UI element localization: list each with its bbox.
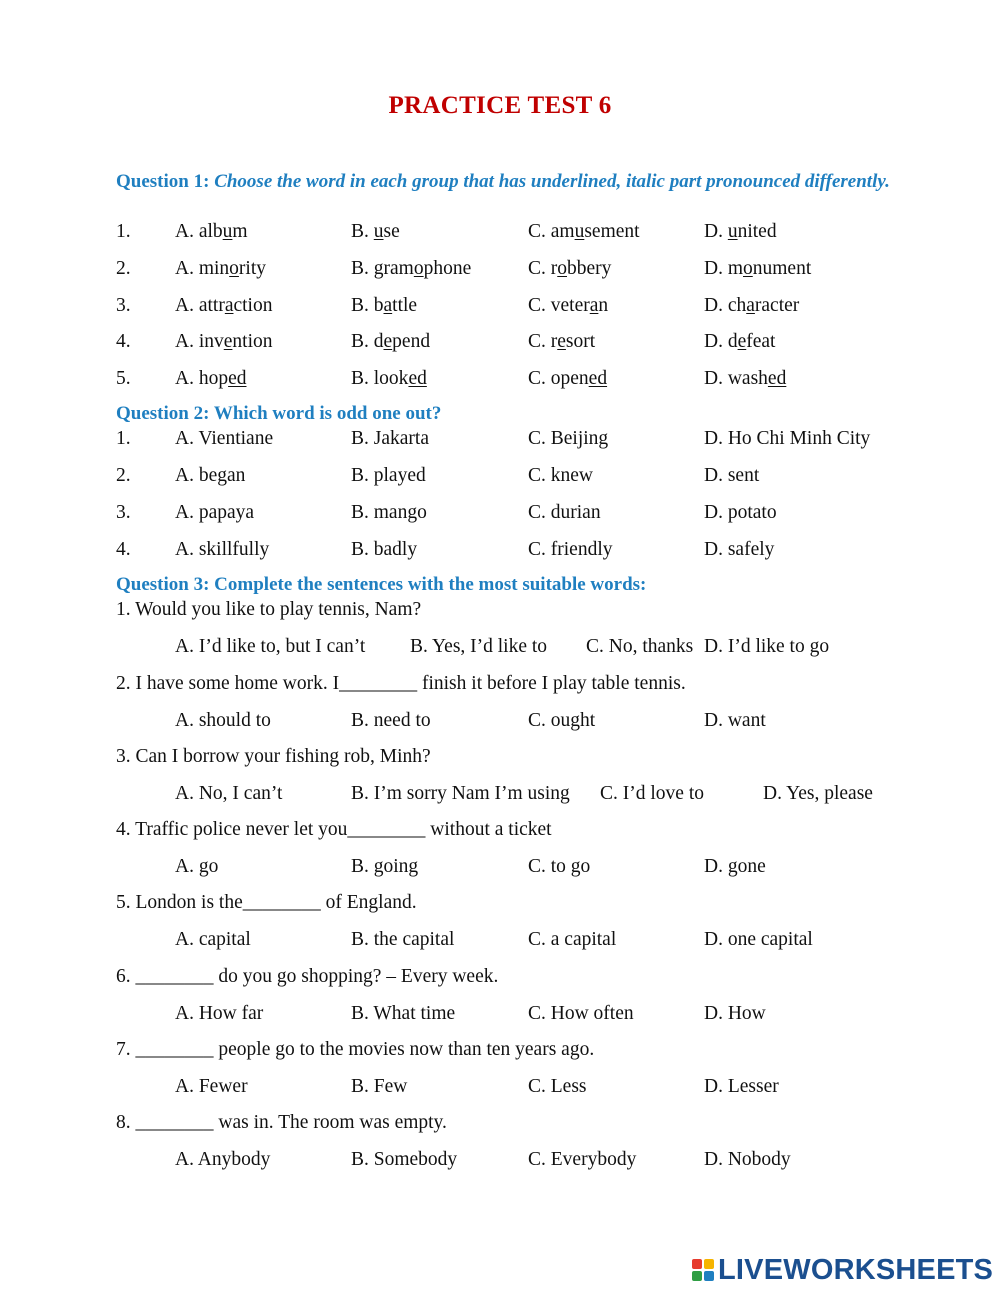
liveworksheets-logo <box>692 1253 993 1287</box>
answer-option[interactable]: D. one capital <box>704 929 813 950</box>
answer-option[interactable]: B. badly <box>351 539 418 560</box>
answer-option[interactable]: B. I’m sorry Nam I’m using <box>351 783 570 804</box>
item-number: 3. <box>116 502 131 523</box>
item-number: 2. <box>116 258 131 279</box>
question-1-label: Question 1: <box>116 171 210 192</box>
answer-option[interactable]: D. How <box>704 1003 766 1024</box>
answer-option[interactable]: C. a capital <box>528 929 617 950</box>
answer-option[interactable]: D. united <box>704 221 777 242</box>
item-number: 2. <box>116 465 131 486</box>
q3-options-row <box>0 708 1000 734</box>
q3-options-row <box>0 927 1000 953</box>
answer-option[interactable]: D. Yes, please <box>763 783 873 804</box>
answer-option[interactable]: D. Ho Chi Minh City <box>704 428 871 449</box>
question-3-heading: Question 3: Complete the sentences with the most suitable words: <box>116 574 647 595</box>
answer-option[interactable]: D. washed <box>704 368 787 389</box>
page-title: PRACTICE TEST 6 <box>388 92 612 119</box>
answer-option[interactable]: A. attraction <box>175 295 273 316</box>
item-number: 3. <box>116 295 131 316</box>
q1-item-row <box>0 329 1000 355</box>
answer-option[interactable]: A. Anybody <box>175 1149 271 1170</box>
q3-options-row <box>0 1001 1000 1027</box>
answer-option[interactable]: C. resort <box>528 331 596 352</box>
item-number: 1. <box>116 428 131 449</box>
answer-option[interactable]: A. invention <box>175 331 273 352</box>
question-stem: 1. Would you like to play tennis, Nam? <box>116 599 422 620</box>
logo-text: LIVEWORKSHEETS <box>718 1253 994 1286</box>
answer-option[interactable]: C. Beijing <box>528 428 609 449</box>
answer-option[interactable]: A. papaya <box>175 502 255 523</box>
answer-option[interactable]: A. began <box>175 465 246 486</box>
item-number: 4. <box>116 331 131 352</box>
answer-option[interactable]: B. looked <box>351 368 427 389</box>
answer-option[interactable]: D. character <box>704 295 800 316</box>
answer-option[interactable]: B. depend <box>351 331 431 352</box>
answer-option[interactable]: A. Vientiane <box>175 428 274 449</box>
answer-option[interactable]: A. hoped <box>175 368 247 389</box>
question-stem: 2. I have some home work. I________ finish it before I play table tennis. <box>116 673 686 694</box>
item-number: 1. <box>116 221 131 242</box>
answer-option[interactable]: C. No, thanks <box>586 636 694 657</box>
answer-option[interactable]: C. veteran <box>528 295 609 316</box>
q2-item-row <box>0 463 1000 489</box>
answer-option[interactable]: B. need to <box>351 710 431 731</box>
question-1-heading <box>116 170 908 194</box>
answer-option[interactable]: B. Jakarta <box>351 428 429 449</box>
q3-options-row <box>0 781 1000 807</box>
q2-item-row <box>0 537 1000 563</box>
q1-item-row <box>0 293 1000 319</box>
answer-option[interactable]: D. Lesser <box>704 1076 779 1097</box>
answer-option[interactable]: D. sent <box>704 465 760 486</box>
answer-option[interactable]: A. How far <box>175 1003 264 1024</box>
answer-option[interactable]: B. Yes, I’d like to <box>410 636 548 657</box>
answer-option[interactable]: A. capital <box>175 929 251 950</box>
answer-option[interactable]: B. battle <box>351 295 418 316</box>
answer-option[interactable]: C. amusement <box>528 221 640 242</box>
logo-icon <box>692 1259 714 1281</box>
q3-options-row <box>0 1074 1000 1100</box>
answer-option[interactable]: C. Everybody <box>528 1149 637 1170</box>
answer-option[interactable]: A. album <box>175 221 248 242</box>
answer-option[interactable]: B. the capital <box>351 929 455 950</box>
answer-option[interactable]: D. Nobody <box>704 1149 791 1170</box>
q2-item-row <box>0 500 1000 526</box>
answer-option[interactable]: D. defeat <box>704 331 776 352</box>
answer-option[interactable]: B. gramophone <box>351 258 472 279</box>
item-number: 4. <box>116 539 131 560</box>
answer-option[interactable]: B. use <box>351 221 400 242</box>
answer-option[interactable]: C. ought <box>528 710 596 731</box>
answer-option[interactable]: B. Somebody <box>351 1149 458 1170</box>
question-stem: 5. London is the________ of England. <box>116 892 417 913</box>
question-1-instruction: Choose the word in each group that has underlined, italic part pronounced differently. <box>214 171 890 192</box>
answer-option[interactable]: C. friendly <box>528 539 613 560</box>
q3-options-row <box>0 854 1000 880</box>
answer-option[interactable]: A. I’d like to, but I can’t <box>175 636 366 657</box>
question-2-heading: Question 2: Which word is odd one out? <box>116 403 442 424</box>
answer-option[interactable]: D. potato <box>704 502 777 523</box>
answer-option[interactable]: C. durian <box>528 502 601 523</box>
answer-option[interactable]: D. I’d like to go <box>704 636 830 657</box>
answer-option[interactable]: B. What time <box>351 1003 456 1024</box>
q1-item-row <box>0 219 1000 245</box>
answer-option[interactable]: C. Less <box>528 1076 587 1097</box>
question-stem: 3. Can I borrow your fishing rob, Minh? <box>116 746 431 767</box>
q1-item-row <box>0 256 1000 282</box>
question-stem: 7. ________ people go to the movies now than ten years ago. <box>116 1039 595 1060</box>
answer-option[interactable]: D. monument <box>704 258 812 279</box>
answer-option[interactable]: C. opened <box>528 368 608 389</box>
q1-item-row <box>0 366 1000 392</box>
item-number: 5. <box>116 368 131 389</box>
q3-options-row <box>0 634 1000 660</box>
q3-options-row <box>0 1147 1000 1173</box>
answer-option[interactable]: A. should to <box>175 710 271 731</box>
question-stem: 6. ________ do you go shopping? – Every week. <box>116 966 499 987</box>
answer-option[interactable]: C. I’d love to <box>600 783 704 804</box>
answer-option[interactable]: B. mango <box>351 502 427 523</box>
answer-option[interactable]: B. going <box>351 856 419 877</box>
q2-item-row <box>0 426 1000 452</box>
answer-option[interactable]: A. minority <box>175 258 267 279</box>
answer-option[interactable]: C. to go <box>528 856 591 877</box>
answer-option[interactable]: A. skillfully <box>175 539 270 560</box>
question-stem: 4. Traffic police never let you________ without a ticket <box>116 819 552 840</box>
answer-option[interactable]: D. gone <box>704 856 766 877</box>
answer-option[interactable]: A. Fewer <box>175 1076 248 1097</box>
answer-option[interactable]: B. played <box>351 465 426 486</box>
answer-option[interactable]: A. No, I can’t <box>175 783 283 804</box>
answer-option[interactable]: C. How often <box>528 1003 634 1024</box>
answer-option[interactable]: D. want <box>704 710 766 731</box>
answer-option[interactable]: C. knew <box>528 465 593 486</box>
answer-option[interactable]: C. robbery <box>528 258 612 279</box>
answer-option[interactable]: B. Few <box>351 1076 408 1097</box>
question-stem: 8. ________ was in. The room was empty. <box>116 1112 447 1133</box>
answer-option[interactable]: A. go <box>175 856 219 877</box>
answer-option[interactable]: D. safely <box>704 539 775 560</box>
